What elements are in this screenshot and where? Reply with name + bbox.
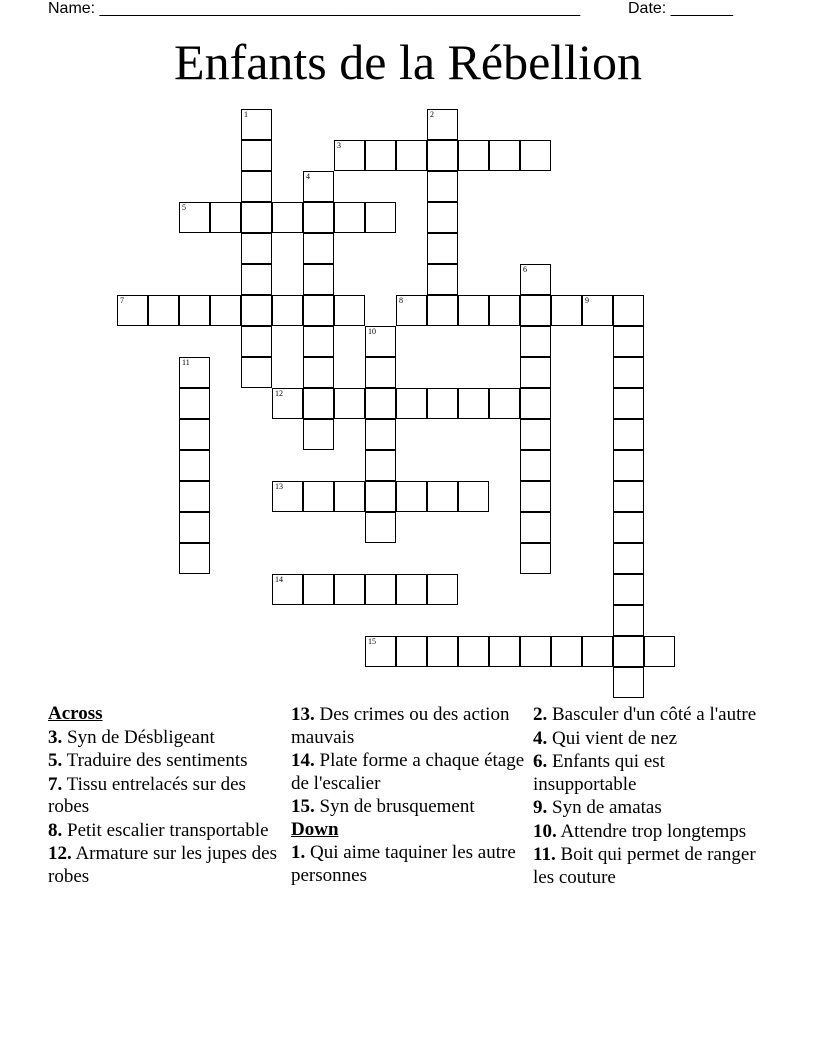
crossword-cell[interactable] (241, 264, 272, 295)
crossword-cell[interactable] (179, 388, 210, 419)
cell-number: 13 (275, 482, 283, 491)
crossword-cell[interactable] (613, 667, 644, 698)
cell-number: 12 (275, 389, 283, 398)
crossword-cell[interactable] (613, 543, 644, 574)
cell-number: 5 (182, 203, 186, 212)
crossword-cell[interactable] (179, 481, 210, 512)
crossword-cell[interactable] (179, 419, 210, 450)
clue-across-13: 13. Des crimes ou des action mauvais (291, 704, 510, 748)
crossword-cell[interactable] (272, 202, 303, 233)
crossword-cell[interactable] (458, 140, 489, 171)
crossword-cell[interactable] (365, 388, 396, 419)
crossword-cell[interactable] (303, 202, 334, 233)
crossword-cell[interactable] (148, 295, 179, 326)
crossword-cell[interactable] (520, 512, 551, 543)
crossword-cell[interactable] (241, 202, 272, 233)
crossword-cell[interactable] (613, 450, 644, 481)
crossword-cell[interactable] (303, 388, 334, 419)
crossword-cell[interactable] (365, 202, 396, 233)
crossword-cell[interactable] (613, 419, 644, 450)
crossword-cell[interactable] (520, 388, 551, 419)
crossword-cell[interactable] (582, 636, 613, 667)
crossword-cell[interactable] (365, 481, 396, 512)
crossword-cell[interactable] (272, 295, 303, 326)
crossword-cell[interactable] (179, 357, 210, 388)
cell-number: 9 (585, 296, 589, 305)
crossword-cell[interactable] (613, 357, 644, 388)
crossword-cell[interactable] (272, 481, 303, 512)
crossword-cell[interactable] (551, 295, 582, 326)
crossword-cell[interactable] (396, 295, 427, 326)
crossword-cell[interactable] (303, 419, 334, 450)
crossword-cell[interactable] (365, 512, 396, 543)
crossword-cell[interactable] (427, 109, 458, 140)
crossword-cell[interactable] (396, 481, 427, 512)
crossword-cell[interactable] (179, 512, 210, 543)
crossword-cell[interactable] (427, 295, 458, 326)
crossword-cell[interactable] (365, 140, 396, 171)
clue-down-2: 2. Basculer d'un côté a l'autre (533, 704, 757, 725)
crossword-cell[interactable] (396, 574, 427, 605)
crossword-cell[interactable] (210, 202, 241, 233)
name-field[interactable]: Name: ______________________________________________________ (48, 0, 581, 17)
crossword-cell[interactable] (613, 295, 644, 326)
crossword-cell[interactable] (334, 295, 365, 326)
crossword-cell[interactable] (613, 512, 644, 543)
clue-across-5: 5. Traduire des sentiments (48, 750, 248, 771)
crossword-cell[interactable] (427, 264, 458, 295)
crossword-cell[interactable] (179, 543, 210, 574)
clue-down-4: 4. Qui vient de nez (533, 727, 678, 749)
crossword-cell[interactable] (613, 574, 644, 605)
crossword-cell[interactable] (489, 295, 520, 326)
cell-number: 14 (275, 575, 283, 584)
clue-across-3: 3. Syn de Désbligeant (48, 726, 215, 748)
crossword-cell[interactable] (520, 636, 551, 667)
crossword-cell[interactable] (365, 574, 396, 605)
crossword-cell[interactable] (520, 140, 551, 171)
date-field[interactable]: Date: _______ (628, 0, 733, 17)
crossword-cell[interactable] (520, 481, 551, 512)
crossword-cell[interactable] (365, 357, 396, 388)
crossword-cell[interactable] (520, 543, 551, 574)
crossword-cell[interactable] (241, 357, 272, 388)
crossword-cell[interactable] (613, 326, 644, 357)
crossword-cell[interactable] (303, 574, 334, 605)
crossword-cell[interactable] (241, 326, 272, 357)
clue-down-9: 9. Syn de amatas (533, 797, 662, 818)
crossword-cell[interactable] (396, 636, 427, 667)
crossword-cell[interactable] (427, 233, 458, 264)
crossword-cell[interactable] (117, 295, 148, 326)
crossword-cell[interactable] (272, 574, 303, 605)
cell-number: 10 (368, 327, 376, 336)
crossword-cell[interactable] (241, 109, 272, 140)
crossword-cell[interactable] (241, 140, 272, 171)
crossword-cell[interactable] (551, 636, 582, 667)
crossword-cell[interactable] (427, 481, 458, 512)
across-heading: Across (48, 703, 103, 724)
crossword-cell[interactable] (427, 388, 458, 419)
crossword-cell[interactable] (334, 140, 365, 171)
crossword-cell[interactable] (520, 295, 551, 326)
cell-number: 8 (399, 296, 403, 305)
crossword-cell[interactable] (241, 295, 272, 326)
crossword-cell[interactable] (458, 636, 489, 667)
crossword-cell[interactable] (303, 326, 334, 357)
crossword-cell[interactable] (427, 202, 458, 233)
crossword-cell[interactable] (427, 140, 458, 171)
crossword-cell[interactable] (427, 574, 458, 605)
crossword-cell[interactable] (303, 357, 334, 388)
crossword-cell[interactable] (334, 574, 365, 605)
crossword-cell[interactable] (520, 450, 551, 481)
cell-number: 1 (244, 110, 248, 119)
crossword-cell[interactable] (334, 481, 365, 512)
crossword-cell[interactable] (334, 388, 365, 419)
clues-column-2 (291, 703, 527, 887)
crossword-cell[interactable] (520, 419, 551, 450)
crossword-cell[interactable] (489, 140, 520, 171)
crossword-cell[interactable] (365, 636, 396, 667)
crossword-cell[interactable] (365, 419, 396, 450)
crossword-cell[interactable] (458, 481, 489, 512)
crossword-cell[interactable] (427, 171, 458, 202)
crossword-cell[interactable] (365, 326, 396, 357)
crossword-cell[interactable] (303, 295, 334, 326)
crossword-cell[interactable] (210, 295, 241, 326)
crossword-cell[interactable] (520, 326, 551, 357)
crossword-cell[interactable] (241, 233, 272, 264)
clue-across-12: 12. Armature sur les jupes des robes (48, 843, 278, 887)
crossword-cell[interactable] (613, 605, 644, 636)
crossword-cell[interactable] (489, 388, 520, 419)
crossword-cell[interactable] (396, 388, 427, 419)
cell-number: 15 (368, 637, 376, 646)
crossword-cell[interactable] (458, 295, 489, 326)
clue-down-6: 6. Enfants qui est insupportable (533, 751, 665, 795)
crossword-cell[interactable] (644, 636, 675, 667)
crossword-cell[interactable] (613, 636, 644, 667)
crossword-cell[interactable] (303, 233, 334, 264)
crossword-cell[interactable] (520, 264, 551, 295)
crossword-cell[interactable] (179, 295, 210, 326)
crossword-cell[interactable] (303, 481, 334, 512)
crossword-cell[interactable] (396, 140, 427, 171)
crossword-cell[interactable] (303, 171, 334, 202)
crossword-cell[interactable] (272, 388, 303, 419)
clue-across-8: 8. Petit escalier transportable (48, 819, 269, 841)
crossword-cell[interactable] (179, 202, 210, 233)
cell-number: 4 (306, 172, 310, 181)
clue-across-14: 14. Plate forme a chaque étage de l'escalier (291, 750, 525, 794)
cell-number: 3 (337, 141, 341, 150)
page-title: Enfants de la Rébellion (174, 34, 642, 90)
crossword-cell[interactable] (613, 388, 644, 419)
cell-number: 7 (120, 296, 124, 305)
crossword-cell[interactable] (613, 481, 644, 512)
clue-across-15: 15. Syn de brusquement (291, 796, 475, 817)
crossword-cell[interactable] (520, 357, 551, 388)
crossword-cell[interactable] (303, 264, 334, 295)
cell-number: 2 (430, 110, 434, 119)
clue-down-11: 11. Boit qui permet de ranger les couture (533, 844, 756, 888)
crossword-cell[interactable] (334, 202, 365, 233)
crossword-cell[interactable] (179, 450, 210, 481)
crossword-cell[interactable] (458, 388, 489, 419)
clue-across-7: 7. Tissu entrelacés sur des robes (48, 773, 246, 817)
crossword-cell[interactable] (365, 450, 396, 481)
crossword-cell[interactable] (582, 295, 613, 326)
down-heading: Down (291, 818, 339, 840)
cell-number: 11 (182, 358, 190, 367)
crossword-cell[interactable] (241, 171, 272, 202)
clue-down-10: 10. Attendre trop longtemps (533, 820, 747, 842)
crossword-cell[interactable] (427, 636, 458, 667)
clues-column-3 (533, 703, 773, 889)
clue-down-1: 1. Qui aime taquiner les autre personnes (291, 842, 516, 886)
clues-column-1 (48, 703, 284, 888)
cell-number: 6 (523, 265, 527, 274)
crossword-cell[interactable] (489, 636, 520, 667)
